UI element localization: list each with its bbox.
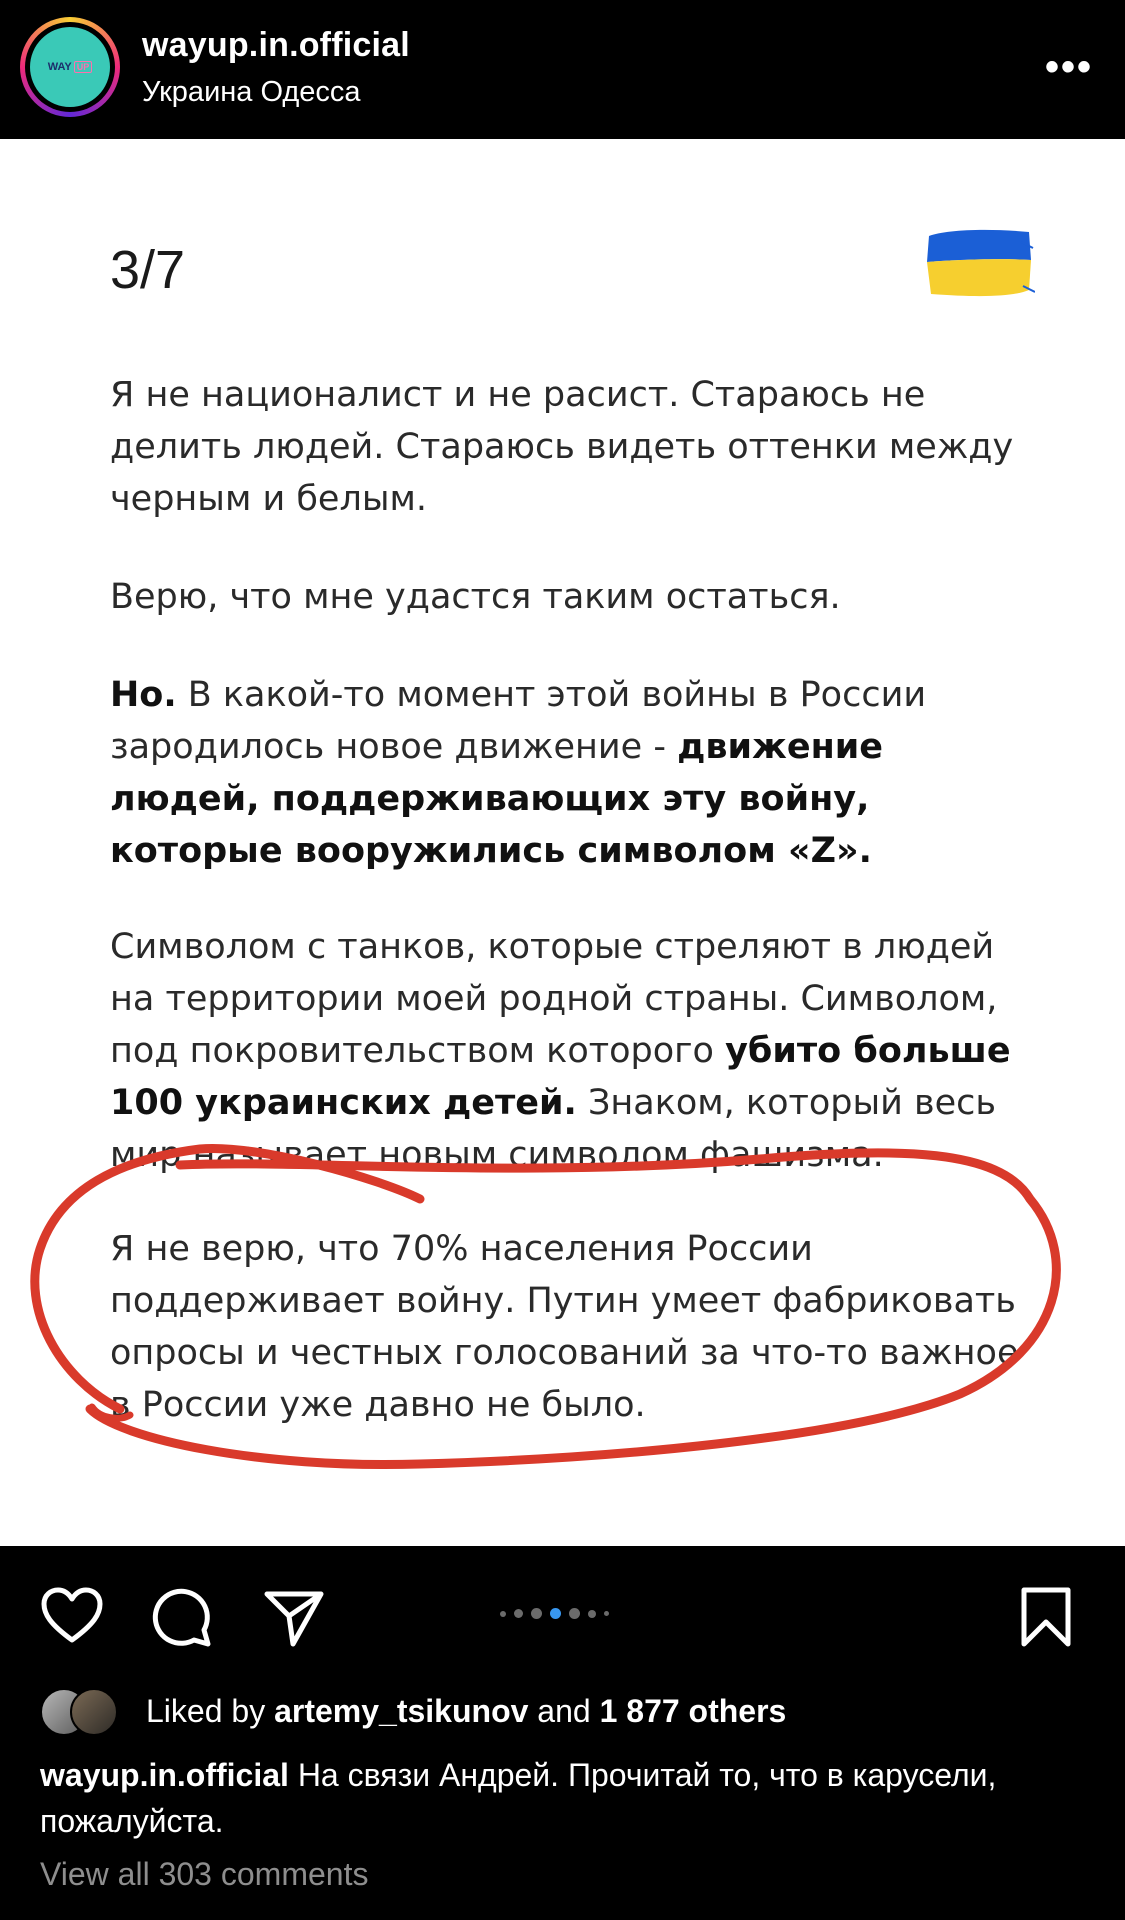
heart-icon[interactable] (40, 1586, 104, 1644)
liker-username[interactable]: artemy_tsikunov (274, 1692, 529, 1729)
avatar-logo: WAY UP (48, 61, 93, 73)
ukraine-flag-icon (925, 222, 1035, 300)
more-options-icon[interactable]: ••• (1044, 45, 1093, 89)
post-location[interactable]: Украина Одесса (142, 76, 361, 108)
avatar-image (30, 27, 110, 107)
liker-avatar (70, 1688, 118, 1736)
carousel-dot (531, 1608, 542, 1619)
profile-avatar[interactable] (20, 17, 120, 117)
post-caption (40, 1752, 1090, 1844)
view-all-comments-link[interactable]: View all 303 comments (40, 1856, 369, 1892)
comment-icon[interactable] (150, 1586, 212, 1648)
carousel-dot (514, 1609, 523, 1618)
carousel-dot-active (550, 1608, 561, 1619)
post-paragraph-3: Но. В какой-то момент этой войны в России зародилось новое движение - движение людей, поддерживающих эту войну, которые вооружились символом «Z». (110, 675, 927, 871)
carousel-indicator (500, 1608, 609, 1619)
post-paragraph-2: Верю, что мне удастся таким остаться. (110, 577, 841, 617)
carousel-dot (604, 1611, 609, 1616)
likes-others[interactable]: 1 877 others (599, 1692, 787, 1729)
post-image[interactable] (0, 139, 1125, 1546)
slide-index: 3/7 (110, 240, 186, 300)
share-icon[interactable] (263, 1586, 325, 1648)
post-actions (0, 1546, 1125, 1686)
carousel-dot (569, 1608, 580, 1619)
post-header (0, 0, 1125, 139)
liker-avatars (40, 1688, 130, 1734)
caption-text: На связи Андрей. Прочитай то, что в карусели, пожалуйста. (40, 1757, 997, 1839)
post-paragraph-4: Символом с танков, которые стреляют в людей на территории моей родной страны. Символом, под покровительством которого убито больше 100 украинских детей. Знаком, который весь мир называет новым символом фашизма. (110, 927, 1011, 1175)
carousel-dot (500, 1611, 506, 1617)
likes-row[interactable]: Liked by artemy_tsikunov and 1 877 others (40, 1686, 786, 1736)
carousel-dot (588, 1610, 596, 1618)
caption-username[interactable]: wayup.in.official (40, 1757, 289, 1793)
post-username[interactable]: wayup.in.official (142, 26, 410, 64)
post-paragraph-5: Я не верю, что 70% населения России поддерживает войну. Путин умеет фабриковать опросы и честных голосований за что-то важное в России уже давно не было. (110, 1229, 1019, 1425)
bookmark-icon[interactable] (1020, 1586, 1072, 1648)
post-paragraph-1: Я не националист и не расист. Стараюсь не делить людей. Стараюсь видеть оттенки между черным и белым. (110, 375, 1014, 519)
